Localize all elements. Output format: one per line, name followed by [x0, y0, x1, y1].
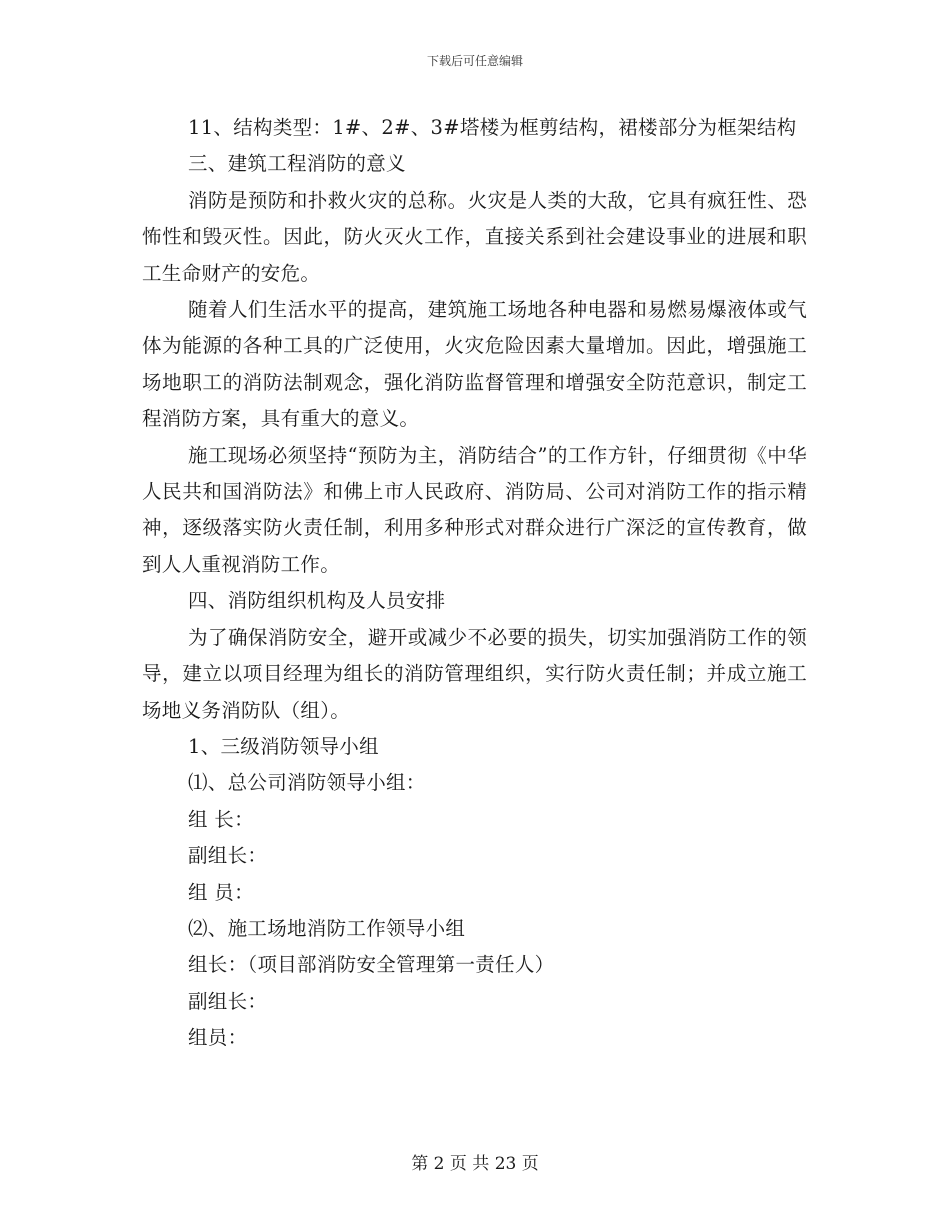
list-item: 副组长：	[188, 989, 268, 1013]
list-item: 组 员：	[188, 880, 254, 904]
paragraph: 为了确保消防安全，避开或减少不必要的损失，切实加强消防工作的领导，建立以项目经理为组长的消防管理组织，实行防火责任制；并成立施工场地义务消防队（组）。	[142, 625, 807, 722]
list-item: 组 长：	[188, 807, 254, 831]
page-footer	[0, 1152, 950, 1176]
list-item: 组员：	[188, 1026, 248, 1050]
list-item: ⑴、总公司消防领导小组：	[188, 771, 426, 795]
paragraph: 随着人们生活水平的提高，建筑施工场地各种电器和易燃易爆液体或气体为能源的各种工具的广泛使用，火灾危险因素大量增加。因此，增强施工场地职工的消防法制观念，强化消防监督管理和增强安全防范意识，制定工程消防方案，具有重大的意义。	[142, 298, 807, 431]
subsection-heading: 1、三级消防领导小组	[188, 734, 379, 758]
paragraph-structure-type: 11、结构类型：1#、2#、3#塔楼为框剪结构，裙楼部分为框架结构	[188, 116, 797, 139]
section-heading-4: 四、消防组织机构及人员安排	[188, 589, 446, 613]
document-body	[142, 110, 807, 1057]
paragraph: 消防是预防和扑救火灾的总称。火灾是人类的大敌，它具有疯狂性、恐怖性和毁灭性。因此，防火灭火工作，直接关系到社会建设事业的进展和职工生命财产的安危。	[142, 188, 807, 285]
page-number: 第 2 页 共 23 页	[411, 1154, 539, 1174]
paragraph: 施工现场必须坚持“预防为主，消防结合”的工作方针，仔细贯彻《中华人民共和国消防法》和佛上市人民政府、消防局、公司对消防工作的指示精神，逐级落实防火责任制，利用多种形式对群众进行广深泛的宣传教育，做到人人重视消防工作。	[142, 443, 807, 576]
list-item: 副组长：	[188, 844, 268, 868]
section-heading-3: 三、建筑工程消防的意义	[188, 152, 406, 176]
list-item: ⑵、施工场地消防工作领导小组	[188, 916, 466, 940]
list-item: 组长：（项目部消防安全管理第一责任人）	[188, 953, 555, 977]
page-header: 下载后可任意编辑	[426, 54, 523, 68]
